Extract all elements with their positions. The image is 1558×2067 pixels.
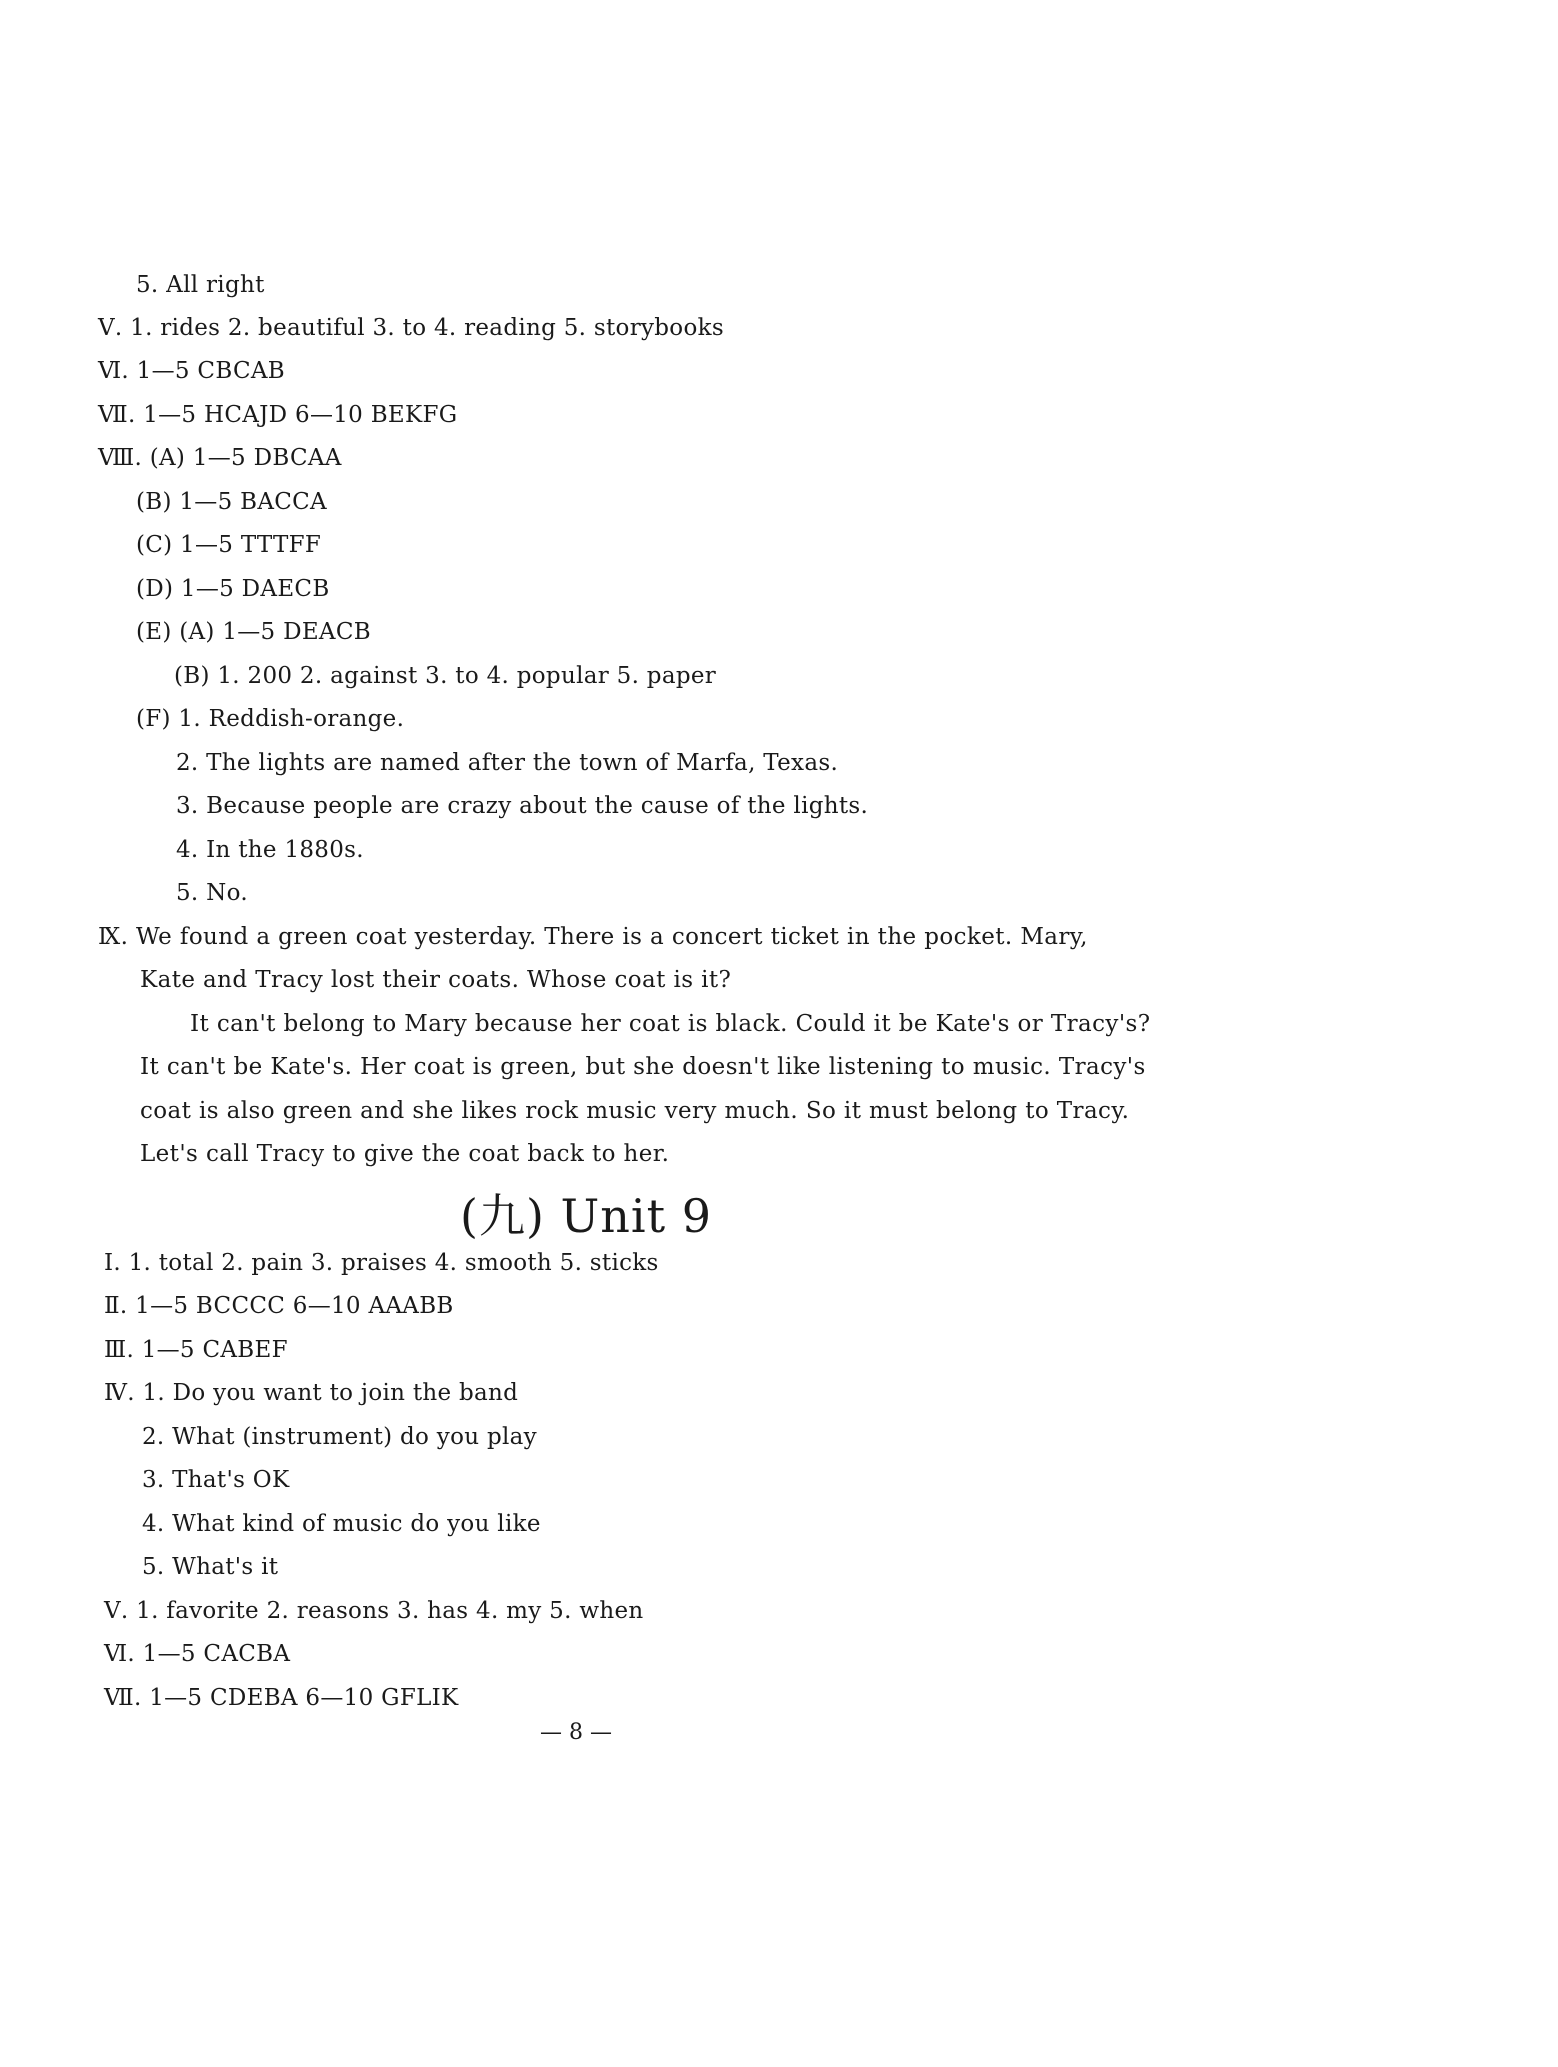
answer-line: 2. What (instrument) do you play <box>142 1424 537 1450</box>
answer-line: 3. That's OK <box>142 1467 290 1493</box>
answer-line: Ⅳ. 1. Do you want to join the band <box>104 1380 519 1406</box>
answer-line: Ⅶ. 1—5 CDEBA 6—10 GFLIK <box>104 1685 459 1711</box>
answer-line: 5. All right <box>136 272 265 298</box>
answer-line: (E) (A) 1—5 DEACB <box>136 619 371 645</box>
essay-line: It can't belong to Mary because her coat is black. Could it be Kate's or Tracy's? <box>190 1011 1151 1037</box>
answer-line: Ⅵ. 1—5 CACBA <box>104 1641 291 1667</box>
answer-line: 5. No. <box>176 880 248 906</box>
answer-line: Ⅱ. 1—5 BCCCC 6—10 AAABB <box>104 1293 454 1319</box>
answer-line: (F) 1. Reddish-orange. <box>136 706 405 732</box>
answer-line: Ⅴ. 1. favorite 2. reasons 3. has 4. my 5. when <box>104 1598 644 1624</box>
answer-line: Ⅴ. 1. rides 2. beautiful 3. to 4. reading 5. storybooks <box>98 315 724 341</box>
answer-line: Ⅷ. (A) 1—5 DBCAA <box>98 445 342 471</box>
answer-line: (B) 1. 200 2. against 3. to 4. popular 5. paper <box>174 663 717 689</box>
essay-line: It can't be Kate's. Her coat is green, but she doesn't like listening to music. Tracy's <box>140 1054 1146 1080</box>
essay-line: Kate and Tracy lost their coats. Whose coat is it? <box>140 967 732 993</box>
essay-line: coat is also green and she likes rock music very much. So it must belong to Tracy. <box>140 1098 1130 1124</box>
essay-line: Ⅸ. We found a green coat yesterday. There is a concert ticket in the pocket. Mary, <box>98 924 1088 950</box>
answer-line: (C) 1—5 TTTFF <box>136 532 322 558</box>
answer-line: 4. What kind of music do you like <box>142 1511 541 1537</box>
answer-line: 3. Because people are crazy about the cause of the lights. <box>176 793 869 819</box>
page-number: — 8 — <box>540 1720 612 1745</box>
answer-line: 4. In the 1880s. <box>176 837 364 863</box>
answer-line: (B) 1—5 BACCA <box>136 489 327 515</box>
answer-line: (D) 1—5 DAECB <box>136 576 330 602</box>
answer-line: Ⅰ. 1. total 2. pain 3. praises 4. smooth 5. sticks <box>104 1250 659 1276</box>
unit-heading: (九) Unit 9 <box>460 1189 712 1243</box>
answer-line: 2. The lights are named after the town of Marfa, Texas. <box>176 750 839 776</box>
answer-line: Ⅵ. 1—5 CBCAB <box>98 358 285 384</box>
answer-line: 5. What's it <box>142 1554 279 1580</box>
essay-line: Let's call Tracy to give the coat back to her. <box>140 1141 670 1167</box>
answer-line: Ⅲ. 1—5 CABEF <box>104 1337 288 1363</box>
answer-line: Ⅶ. 1—5 HCAJD 6—10 BEKFG <box>98 402 458 428</box>
